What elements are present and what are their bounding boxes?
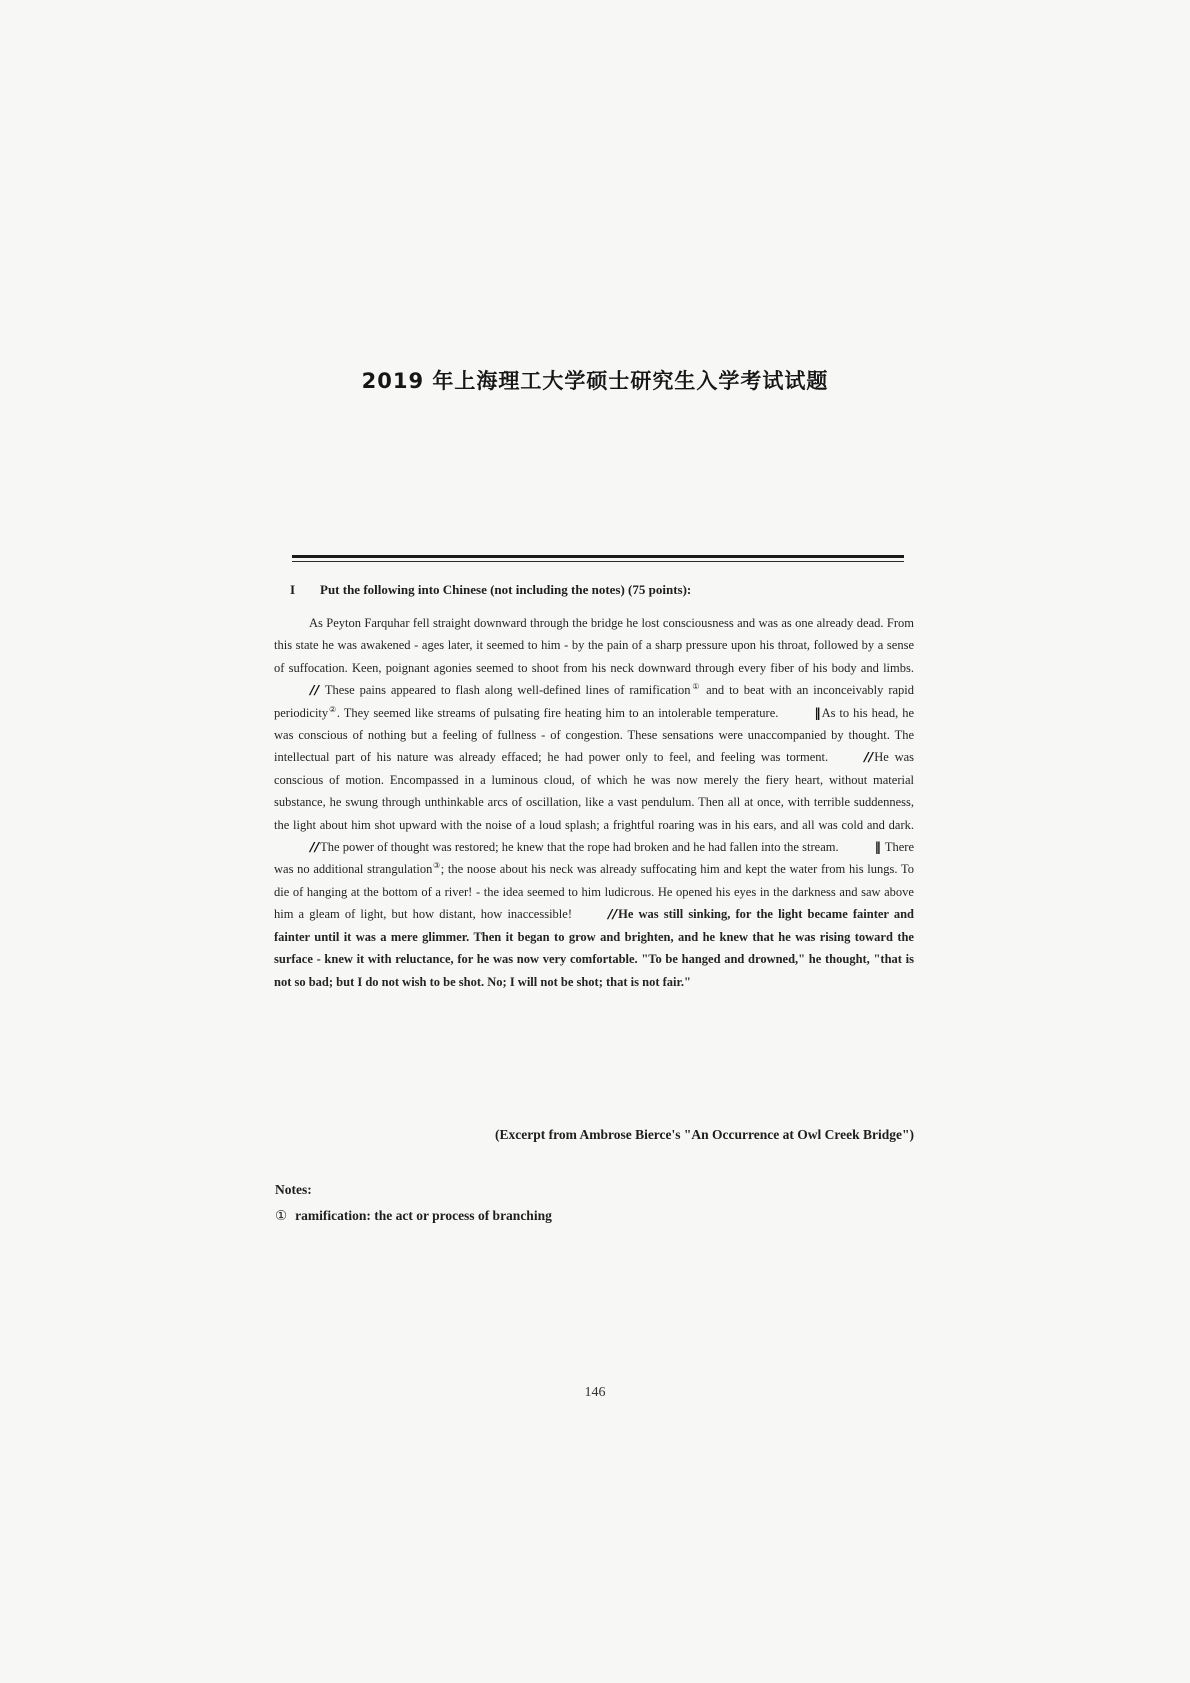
question-instruction — [290, 582, 910, 598]
passage: As Peyton Farquhar fell straight downward through the bridge he lost consciousness and was as one already dead. From this state he was awakened - ages later, it seemed to him - by the pain of a sharp pressure upon his throat, followed by a sense of suffocation. Keen, poignant agonies seemed to shoot from his neck downward through every fiber of his body and limbs.// These pains appeared to flash along well-defined lines of ramification① and to beat with an inconceivably rapid periodicity②. They seemed like streams of pulsating fire heating him to an intolerable temperature. ‖As to his head, he was conscious of nothing but a feeling of fullness - of congestion. These sensations were unaccompanied by thought. The intellectual part of his nature was already effaced; he had power only to feel, and feeling was torment. //He was conscious of motion. Encompassed in a luminous cloud, of which he was now merely the fiery heart, without material substance, he swung through unthinkable arcs of oscillation, like a vast pendulum. Then all at once, with terrible suddenness, the light about him shot upward with the noise of a loud splash; a frightful roaring was in his ears, and all was cold and dark.//The power of thought was restored; he knew that the rope had broken and he had fallen into the stream. ‖ There was no additional strangulation③; the noose about his neck was already suffocating him and kept the water from his lungs. To die of hanging at the bottom of a river! - the idea seemed to him ludicrous. He opened his eyes in the darkness and saw above him a gleam of light, but how distant, how inaccessible! //He was still sinking, for the light became fainter and fainter until it was a mere glimmer. Then it began to grow and brighten, and he knew that he was rising toward the surface - knew it with reluctance, for he was now very comfortable. "To be hanged and drowned," he thought, "that is not so bad; but I do not wish to be shot. No; I will not be shot; that is not fair." — [274, 616, 915, 989]
note-marker: ① — [275, 1208, 288, 1224]
passage-segment-4: He was conscious of motion. Encompassed in a luminous cloud, of which he was now merely the fiery heart, without material substance, he swung through unthinkable arcs of oscillation, like a vast pendulum. Then all at once, with terrible suddenness, the light about him shot upward with the noise of a loud splash; a frightful roaring was in his ears, and all was cold and dark. — [274, 750, 915, 832]
notes-heading: Notes: — [275, 1182, 312, 1197]
passage-segment-3: As to his head, he was conscious of nothing but a feeling of fullness - of congestion. These sensations were unaccompanied by thought. The intellectual part of his nature was already effaced; he had power only to feel, and feeling was torment. — [274, 705, 914, 765]
passage-segment-6: There was no additional strangulation — [274, 840, 914, 877]
passage-segment-2b: and to beat with an inconceivably rapid periodicity — [274, 683, 914, 720]
question-text: Put the following into Chinese (not including the notes) (75 points): — [320, 582, 692, 597]
footnote-ref-3: ③ — [432, 861, 441, 871]
note-text: ramification: the act or process of branching — [295, 1208, 552, 1223]
passage-segment-1: As Peyton Farquhar fell straight downward through the bridge he lost consciousness and was as one already dead. From this state he was awakened - ages later, it seemed to him - by the pain of a sharp pressure upon his throat, followed by a sense of suffocation. Keen, poignant agonies seemed to shoot from his neck downward through every fiber of his body and limbs. — [274, 616, 914, 675]
passage-segment-2: These pains appeared to flash along well-defined lines of ramification — [324, 683, 691, 698]
question-number: I — [290, 582, 296, 597]
passage-segment-2c: . They seemed like streams of pulsating fire heating him to an intolerable temperature. — [336, 705, 779, 720]
footnote-ref-2: ② — [328, 704, 337, 714]
header-rule-thick — [292, 555, 904, 558]
footnote-ref-1: ① — [690, 682, 702, 692]
source-citation: (Excerpt from Ambrose Bierce's "An Occurrence at Owl Creek Bridge") — [494, 1127, 914, 1142]
note-item — [275, 1208, 552, 1224]
passage-segment-7: He was still sinking, for the light became fainter and fainter until it was a mere glimmer. Then it began to grow and brighten, and he knew that he was rising toward the surface - knew it with reluctance, for he was now very comfortable. "To be hanged and drowned," he thought, "that is not so bad; but I do not wish to be shot. No; I will not be shot; that is not fair." — [274, 907, 914, 989]
exam-title: 2019 年上海理工大学硕士研究生入学考试试题 — [361, 369, 829, 393]
header-rule-thin — [292, 561, 904, 562]
passage-segment-6b: ; the noose about his neck was already suffocating him and kept the water from his lungs. To die of hanging at the bottom of a river! - the idea seemed to him ludicrous. He opened his eyes in the darkness and saw above him a gleam of light, but how distant, how inaccessible! — [274, 862, 914, 922]
passage-segment-5: The power of thought was restored; he knew that the rope had broken and he had fallen into the stream. — [320, 840, 839, 855]
page-number: 146 — [584, 1385, 606, 1400]
